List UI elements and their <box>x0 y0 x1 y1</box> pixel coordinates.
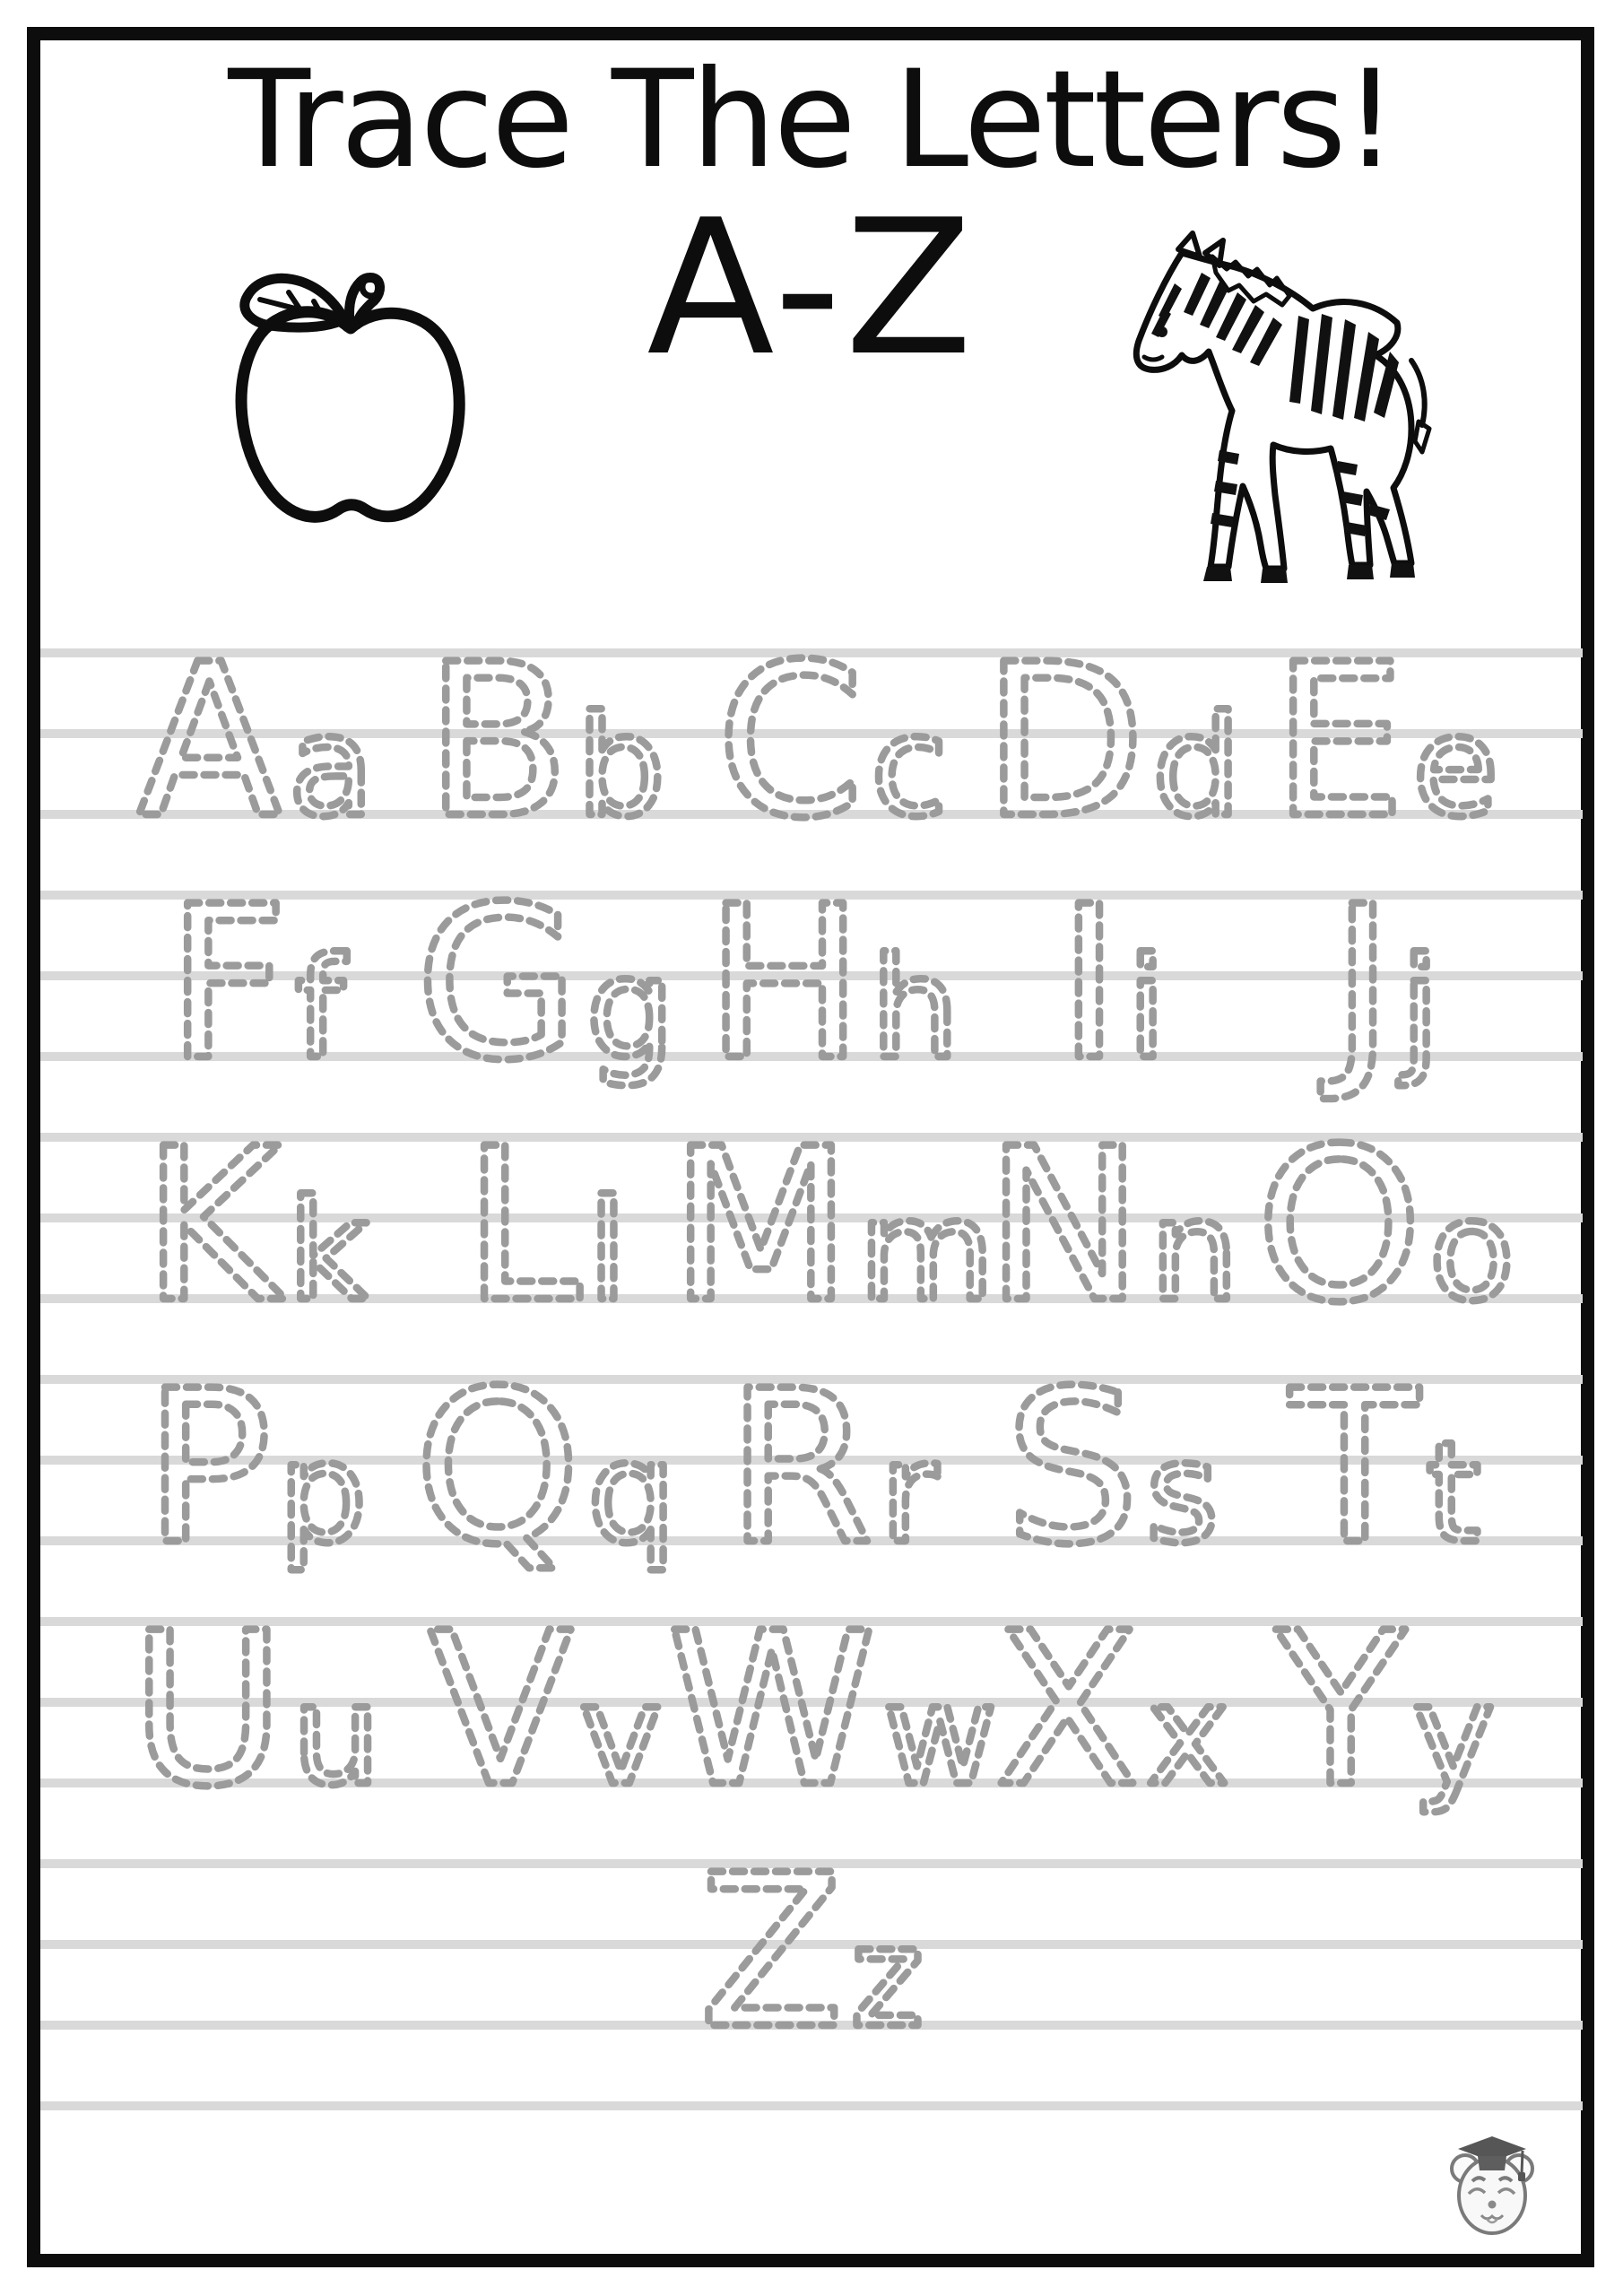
trace-letter-pair: Pp <box>143 1346 368 1591</box>
trace-letter-pair: Gg <box>415 862 675 1107</box>
page-subtitle: A-Z <box>647 180 976 397</box>
graduate-bear-logo-icon <box>1442 2133 1542 2239</box>
trace-letter-pair: Mm <box>670 1104 994 1349</box>
trace-letter-pair: Nn <box>985 1104 1239 1349</box>
trace-letter-pair: Yy <box>1276 1588 1495 1833</box>
trace-letter-pair: Ww <box>667 1588 997 1833</box>
trace-letter-pair: Hh <box>705 862 959 1107</box>
trace-letter-pair: Vv <box>428 1588 663 1833</box>
trace-letter-pair: Tt <box>1289 1346 1481 1591</box>
trace-letter-pair: Kk <box>143 1104 369 1349</box>
trace-letter-pair: Dd <box>983 620 1241 865</box>
trace-letter-pair: Aa <box>137 620 374 865</box>
trace-letter-pair: Ll <box>463 1104 628 1349</box>
trace-letter-pair: Uu <box>130 1588 381 1833</box>
trace-letter-pair: Ee <box>1272 620 1498 865</box>
trace-letter-pair: Ss <box>1005 1346 1219 1591</box>
trace-letter-pair: Bb <box>425 620 665 865</box>
trace-letter-pair: Jj <box>1331 862 1440 1107</box>
trace-letter-pair: Oo <box>1256 1104 1515 1349</box>
trace-letter-pair: Qq <box>414 1346 676 1591</box>
trace-letter-pair: Ii <box>1057 862 1167 1107</box>
page-title: Trace The Letters! <box>228 42 1395 198</box>
trace-letter-pair: Ff <box>167 862 344 1107</box>
trace-letter-pair: Rr <box>726 1346 938 1591</box>
trace-letter-pair: Xx <box>994 1588 1229 1833</box>
trace-letter-pair: Cc <box>716 620 948 865</box>
trace-letter-pair: Zz <box>699 1831 924 2075</box>
